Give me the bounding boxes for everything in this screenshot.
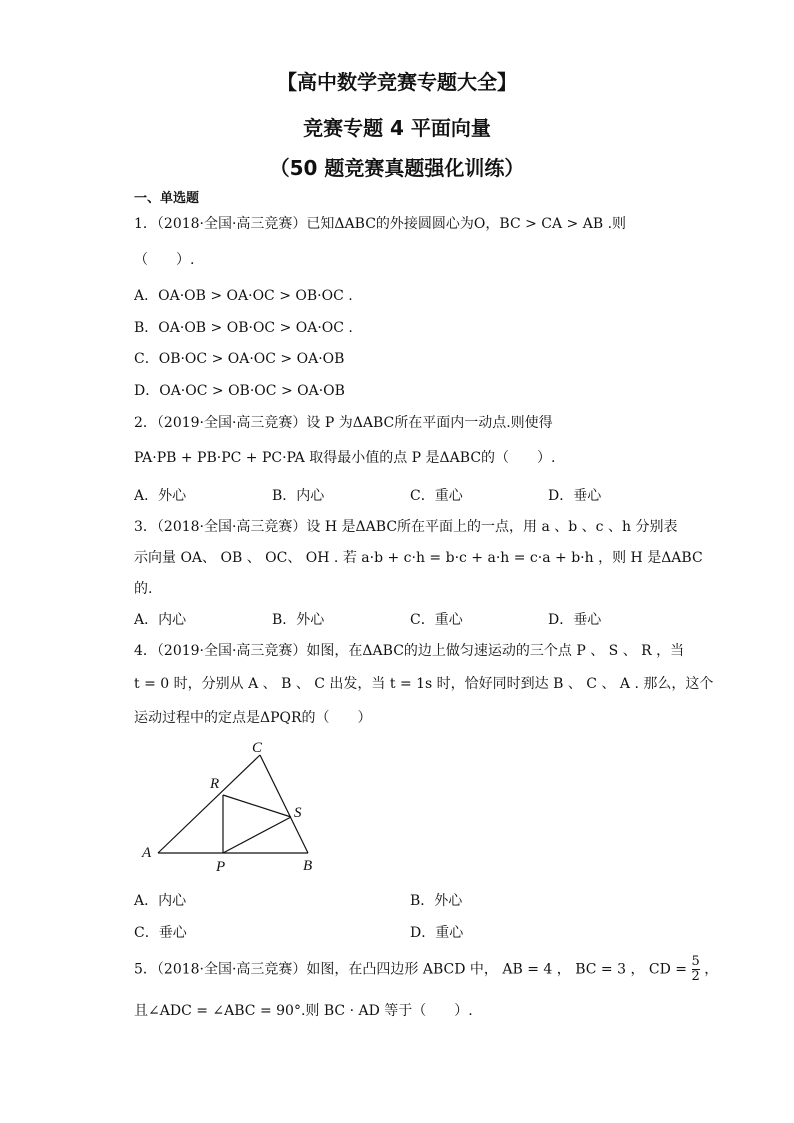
q2-option-d: D．垂心: [548, 488, 602, 504]
q1-option-a: A．OA·OB > OA·OC > OB·OC .: [134, 288, 353, 304]
edge-ca: [158, 755, 260, 853]
q5-line2: 且∠ADC = ∠ABC = 90°.则 BC · AD 等于（ ）.: [134, 1003, 473, 1019]
q1-stem: 1．（2018·全国·高三竞赛）已知ΔABC的外接圆圆心为O，BC > CA > AB .则: [134, 216, 627, 232]
q2-line2: PA·PB + PB·PC + PC·PA 取得最小值的点 P 是ΔABC的（ ）.: [134, 450, 556, 466]
q2-stem: 2．（2019·全国·高三竞赛）设 P 为ΔABC所在平面内一动点.则使得: [134, 415, 553, 431]
q1-option-d: D．OA·OC > OB·OC > OA·OB: [134, 383, 345, 399]
q4-line2: t = 0 时，分别从 A 、 B 、 C 出发，当 t = 1s 时，恰好同时到达 B 、 C 、 A . 那么，这个: [134, 676, 714, 692]
label-p: P: [216, 859, 226, 875]
edge-bc: [260, 755, 308, 853]
q2-option-c: C．重心: [410, 488, 463, 504]
title-topic: 竞赛专题 4 平面向量: [303, 116, 491, 140]
q3-option-c: C．重心: [410, 612, 463, 628]
triangle-figure: [130, 740, 330, 875]
q5-line1-text: 5．（2018·全国·高三竞赛）如图，在凸四边形 ABCD 中， AB = 4 ， BC = 3 ， CD =: [134, 961, 688, 978]
q3-line1: 3．（2018·全国·高三竞赛）设 H 是ΔABC所在平面上的一点，用 a 、b 、c 、h 分别表: [134, 519, 678, 535]
q3-option-b: B．外心: [272, 612, 325, 628]
q5-frac-tail: ，: [704, 961, 719, 978]
q4-option-c: C．垂心: [134, 925, 187, 941]
title-main: 【高中数学竞赛专题大全】: [277, 70, 517, 94]
q3-line2: 示向量 OA、 OB 、 OC、 OH . 若 a·b + c·h = b·c + a·h = c·a + b·h ，则 H 是ΔABC: [134, 550, 703, 566]
q5-line1: [134, 955, 718, 984]
q3-option-d: D．垂心: [548, 612, 602, 628]
q1-paren: （ ）.: [134, 252, 195, 268]
label-a: A: [142, 845, 152, 861]
label-c: C: [252, 740, 263, 756]
title-subtitle: （50 题竞赛真题强化训练）: [269, 156, 525, 180]
q4-option-b: B．外心: [410, 893, 463, 909]
q2-option-a: A．外心: [134, 488, 187, 504]
q5-frac-num: 5: [691, 954, 700, 969]
q5-fraction: [692, 955, 700, 984]
q3-option-a: A．内心: [134, 612, 187, 628]
q5-frac-den: 2: [691, 969, 700, 984]
q4-option-a: A．内心: [134, 893, 187, 909]
q4-option-d: D．重心: [410, 925, 464, 941]
q4-line3: 运动过程中的定点是ΔPQR的（ ）: [134, 710, 372, 726]
edge-sp: [223, 817, 291, 853]
label-r: R: [210, 776, 220, 792]
q4-line1: 4．（2019·全国·高三竞赛）如图，在ΔABC的边上做匀速运动的三个点 P 、 S 、 R ，当: [134, 643, 685, 659]
q3-line3: 的.: [134, 581, 153, 597]
q1-option-c: C．OB·OC > OA·OC > OA·OB: [134, 351, 345, 367]
q1-option-b: B．OA·OB > OB·OC > OA·OC .: [134, 320, 353, 336]
label-b: B: [303, 858, 313, 874]
label-s: S: [294, 805, 302, 821]
q2-option-b: B．内心: [272, 488, 325, 504]
section-heading: 一、单选题: [134, 191, 200, 206]
